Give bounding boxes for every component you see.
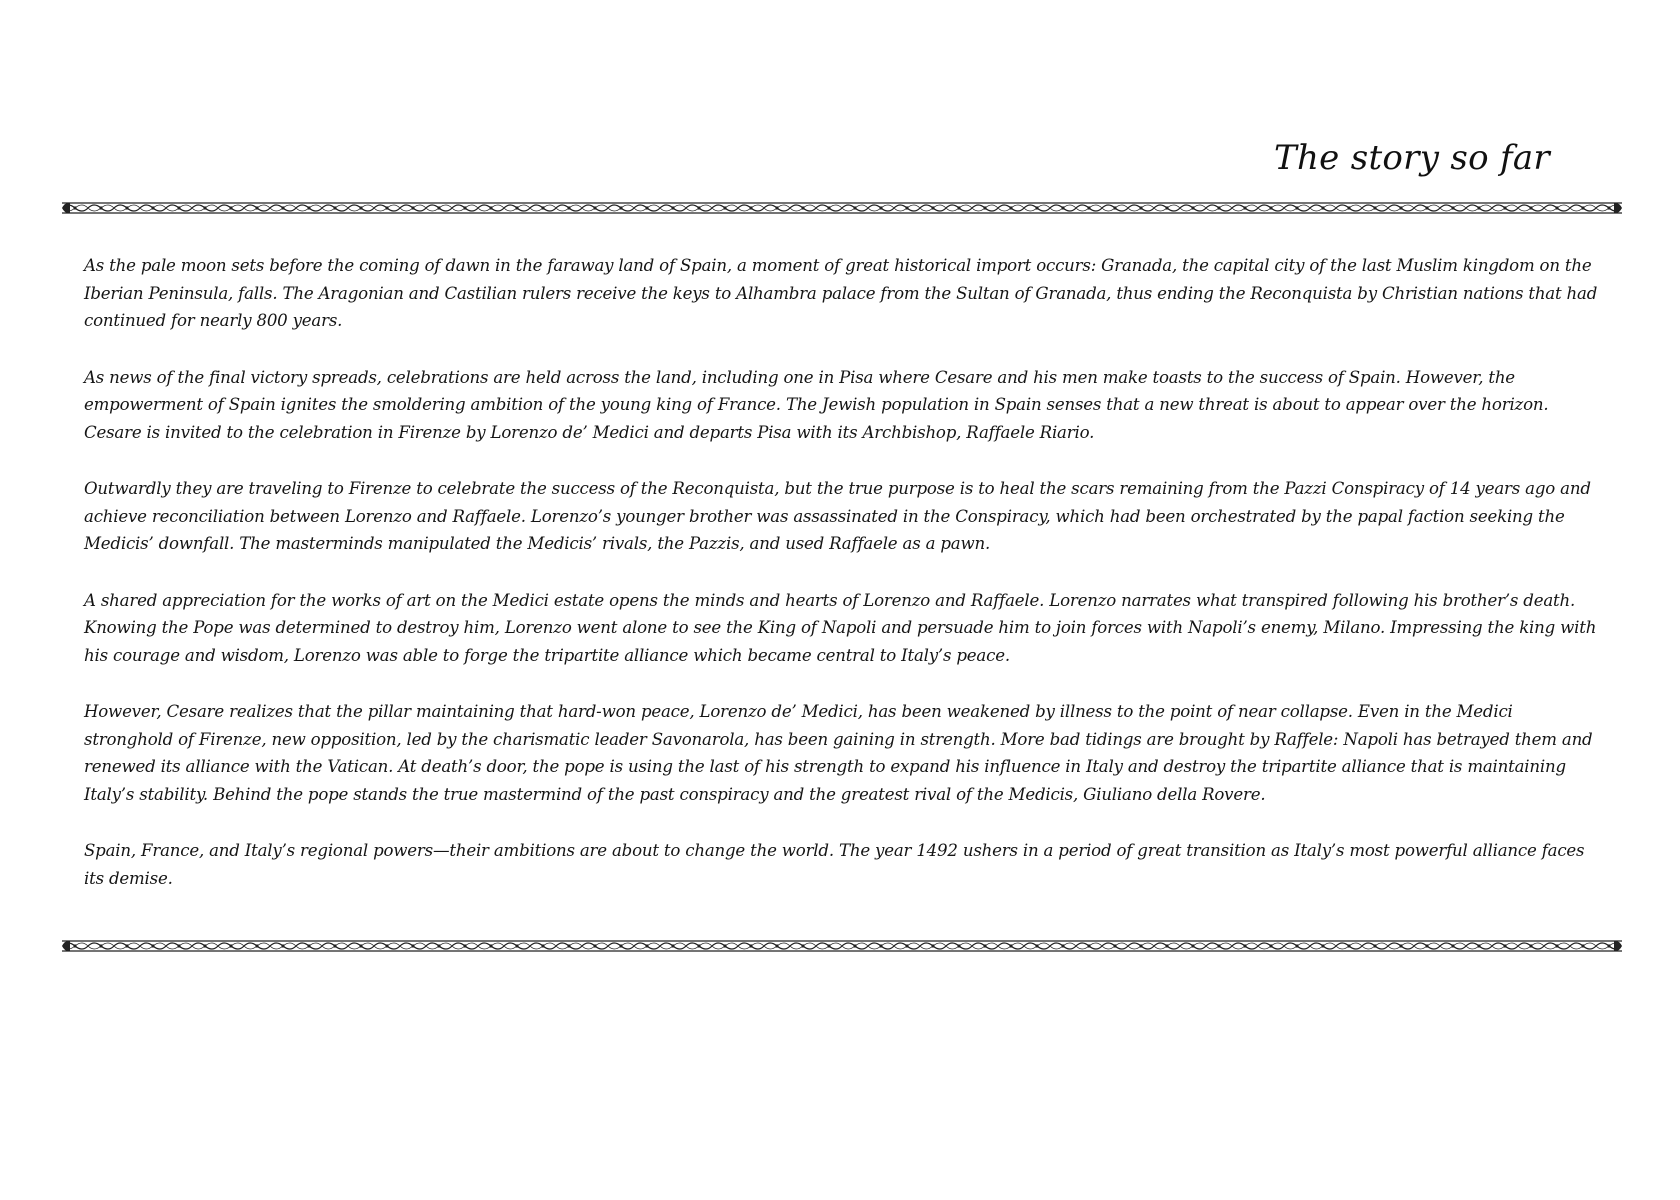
story-paragraph: As news of the final victory spreads, celebrations are held across the land, including one in Pisa where Cesare and his men make toasts to the success of Spain. However, the empowerment of Spain ignites the smoldering ambition of the young king of France. The Jewish population in Spain senses that a new threat is about to appear over the horizon. Cesare is invited to the celebration in Firenze by Lorenzo de’ Medici and departs Pisa with its Archbishop, Raffaele Riario. [84,367,1549,442]
story-paragraph: However, Cesare realizes that the pillar maintaining that hard-won peace, Lorenzo de’ Medici, has been weakened by illness to the point of near collapse. Even in the Medici stronghold of Firenze, new opposition, led by the charismatic leader Savonarola, has been gaining in strength. More bad tidings are brought by Raffele: Napoli has betrayed them and renewed its alliance with the Vatican. At death’s door, the pope is using the last of his strength to expand his influence in Italy and destroy the tripartite alliance that is maintaining Italy’s stability. Behind the pope stands the true mastermind of the past conspiracy and the greatest rival of the Medicis, Giuliano della Rovere. [84,702,1593,804]
ornamental-divider-top [62,201,1622,215]
story-paragraph: Spain, France, and Italy’s regional powers—their ambitions are about to change the world. The year 1492 ushers in a period of great transition as Italy’s most powerful alliance faces its demise. [84,841,1585,888]
story-paragraph: Outwardly they are traveling to Firenze to celebrate the success of the Reconquista, but the true purpose is to heal the scars remaining from the Pazzi Conspiracy of 14 years ago and achieve reconciliation between Lorenzo and Raffaele. Lorenzo’s younger brother was assassinated in the Conspiracy, which had been orchestrated by the papal faction seeking the Medicis’ downfall. The masterminds manipulated the Medicis’ rivals, the Pazzis, and used Raffaele as a pawn. [84,479,1591,553]
ornamental-divider-bottom [62,939,1622,953]
story-body [84,252,1604,921]
story-paragraph: A shared appreciation for the works of art on the Medici estate opens the minds and hearts of Lorenzo and Raffaele. Lorenzo narrates what transpired following his brother’s death. Knowing the Pope was determined to destroy him, Lorenzo went alone to see the King of Napoli and persuade him to join forces with Napoli’s enemy, Milano. Impressing the king with his courage and wisdom, Lorenzo was able to forge the tripartite alliance which became central to Italy’s peace. [84,590,1597,665]
page-title: The story so far [1274,138,1550,178]
story-paragraph: As the pale moon sets before the coming of dawn in the faraway land of Spain, a moment of great historical import occurs: Granada, the capital city of the last Muslim kingdom on the Iberian Peninsula, falls. The Aragonian and Castilian rulers receive the keys to Alhambra palace from the Sultan of Granada, thus ending the Reconquista by Christian nations that had continued for nearly 800 years. [84,256,1598,330]
